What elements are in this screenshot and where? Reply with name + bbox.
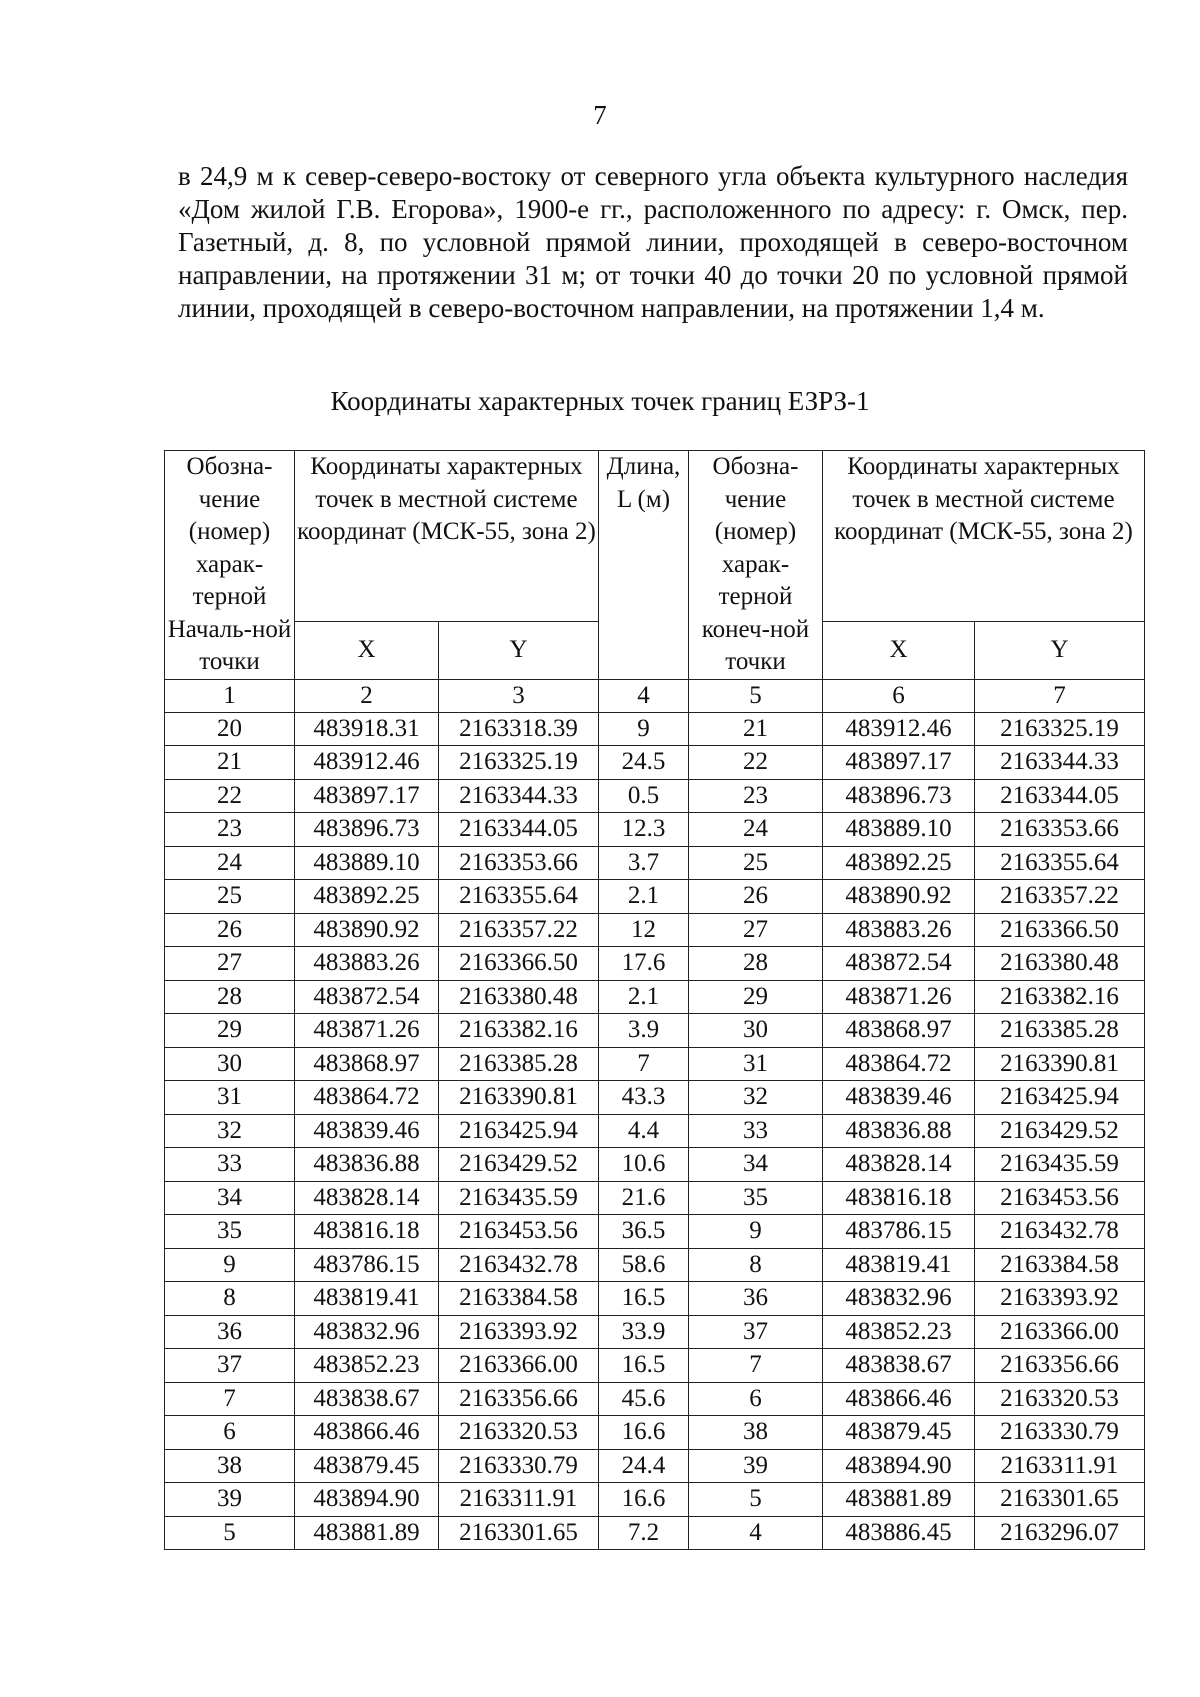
start-y-cell: 2163325.19: [439, 746, 599, 780]
start-point-cell: 35: [165, 1215, 295, 1249]
end-y-cell: 2163435.59: [975, 1148, 1145, 1182]
end-x-cell: 483836.88: [823, 1114, 975, 1148]
end-point-cell: 27: [689, 913, 823, 947]
table-row: [165, 1315, 1145, 1349]
start-y-cell: 2163432.78: [439, 1248, 599, 1282]
end-point-cell: 29: [689, 980, 823, 1014]
end-x-cell: 483889.10: [823, 813, 975, 847]
start-point-cell: 22: [165, 779, 295, 813]
end-y-cell: 2163357.22: [975, 880, 1145, 914]
end-x-cell: 483897.17: [823, 746, 975, 780]
coordinates-table: [164, 450, 1145, 1550]
start-y-cell: 2163393.92: [439, 1315, 599, 1349]
start-point-cell: 39: [165, 1483, 295, 1517]
end-x-cell: 483868.97: [823, 1014, 975, 1048]
table-row: [165, 1215, 1145, 1249]
table-row: [165, 1047, 1145, 1081]
start-x-cell: 483889.10: [295, 846, 439, 880]
start-x-cell: 483871.26: [295, 1014, 439, 1048]
start-y-cell: 2163425.94: [439, 1114, 599, 1148]
header-y-end: Y: [975, 621, 1145, 679]
start-point-cell: 30: [165, 1047, 295, 1081]
table-row: [165, 712, 1145, 746]
column-number: 6: [823, 679, 975, 712]
table-body: [165, 712, 1145, 1550]
header-start-point: Обозна-чение (номер) харак-терной Началь-ной точки: [165, 451, 295, 680]
column-number: 5: [689, 679, 823, 712]
end-y-cell: 2163356.66: [975, 1349, 1145, 1383]
start-y-cell: 2163384.58: [439, 1282, 599, 1316]
end-x-cell: 483819.41: [823, 1248, 975, 1282]
length-cell: 0.5: [599, 779, 689, 813]
end-y-cell: 2163301.65: [975, 1483, 1145, 1517]
end-y-cell: 2163390.81: [975, 1047, 1145, 1081]
start-point-cell: 20: [165, 712, 295, 746]
length-cell: 16.5: [599, 1349, 689, 1383]
start-x-cell: 483838.67: [295, 1382, 439, 1416]
end-point-cell: 23: [689, 779, 823, 813]
length-cell: 21.6: [599, 1181, 689, 1215]
table-row: [165, 1282, 1145, 1316]
length-cell: 10.6: [599, 1148, 689, 1182]
start-y-cell: 2163453.56: [439, 1215, 599, 1249]
end-point-cell: 30: [689, 1014, 823, 1048]
length-cell: 24.4: [599, 1449, 689, 1483]
end-y-cell: 2163366.00: [975, 1315, 1145, 1349]
start-point-cell: 5: [165, 1516, 295, 1550]
end-y-cell: 2163425.94: [975, 1081, 1145, 1115]
start-x-cell: 483864.72: [295, 1081, 439, 1115]
end-point-cell: 35: [689, 1181, 823, 1215]
length-cell: 24.5: [599, 746, 689, 780]
end-point-cell: 24: [689, 813, 823, 847]
table-row: [165, 846, 1145, 880]
header-x-start: X: [295, 621, 439, 679]
length-cell: 2.1: [599, 980, 689, 1014]
table-row: [165, 1014, 1145, 1048]
header-x-end: X: [823, 621, 975, 679]
end-y-cell: 2163384.58: [975, 1248, 1145, 1282]
start-y-cell: 2163344.05: [439, 813, 599, 847]
table-row: [165, 1483, 1145, 1517]
end-y-cell: 2163429.52: [975, 1114, 1145, 1148]
end-y-cell: 2163432.78: [975, 1215, 1145, 1249]
start-x-cell: 483883.26: [295, 947, 439, 981]
start-point-cell: 25: [165, 880, 295, 914]
length-cell: 58.6: [599, 1248, 689, 1282]
start-point-cell: 33: [165, 1148, 295, 1182]
start-point-cell: 31: [165, 1081, 295, 1115]
column-number: 2: [295, 679, 439, 712]
table-row: [165, 1516, 1145, 1550]
end-y-cell: 2163385.28: [975, 1014, 1145, 1048]
start-y-cell: 2163318.39: [439, 712, 599, 746]
end-x-cell: 483881.89: [823, 1483, 975, 1517]
length-cell: 16.6: [599, 1483, 689, 1517]
header-coords-start: Координаты характерных точек в местной системе координат (МСК-55, зона 2): [295, 451, 599, 622]
end-x-cell: 483866.46: [823, 1382, 975, 1416]
start-point-cell: 7: [165, 1382, 295, 1416]
column-number: 1: [165, 679, 295, 712]
header-length: Длина, L (м): [599, 451, 689, 680]
end-point-cell: 36: [689, 1282, 823, 1316]
start-x-cell: 483786.15: [295, 1248, 439, 1282]
end-point-cell: 31: [689, 1047, 823, 1081]
start-point-cell: 38: [165, 1449, 295, 1483]
end-x-cell: 483872.54: [823, 947, 975, 981]
end-x-cell: 483894.90: [823, 1449, 975, 1483]
end-x-cell: 483883.26: [823, 913, 975, 947]
table-row: [165, 1181, 1145, 1215]
start-point-cell: 34: [165, 1181, 295, 1215]
table-row: [165, 947, 1145, 981]
end-point-cell: 28: [689, 947, 823, 981]
end-x-cell: 483892.25: [823, 846, 975, 880]
start-x-cell: 483866.46: [295, 1416, 439, 1450]
length-cell: 43.3: [599, 1081, 689, 1115]
start-point-cell: 37: [165, 1349, 295, 1383]
end-point-cell: 21: [689, 712, 823, 746]
start-y-cell: 2163390.81: [439, 1081, 599, 1115]
end-x-cell: 483871.26: [823, 980, 975, 1014]
length-cell: 12.3: [599, 813, 689, 847]
end-y-cell: 2163325.19: [975, 712, 1145, 746]
length-cell: 9: [599, 712, 689, 746]
start-y-cell: 2163429.52: [439, 1148, 599, 1182]
length-cell: 16.6: [599, 1416, 689, 1450]
end-x-cell: 483912.46: [823, 712, 975, 746]
start-x-cell: 483890.92: [295, 913, 439, 947]
start-point-cell: 32: [165, 1114, 295, 1148]
column-number-row: [165, 679, 1145, 712]
end-point-cell: 33: [689, 1114, 823, 1148]
start-x-cell: 483872.54: [295, 980, 439, 1014]
end-point-cell: 5: [689, 1483, 823, 1517]
start-point-cell: 9: [165, 1248, 295, 1282]
end-point-cell: 7: [689, 1349, 823, 1383]
table-row: [165, 980, 1145, 1014]
end-point-cell: 37: [689, 1315, 823, 1349]
end-x-cell: 483838.67: [823, 1349, 975, 1383]
table-row: [165, 913, 1145, 947]
table-row: [165, 746, 1145, 780]
length-cell: 12: [599, 913, 689, 947]
start-x-cell: 483892.25: [295, 880, 439, 914]
end-y-cell: 2163380.48: [975, 947, 1145, 981]
start-x-cell: 483839.46: [295, 1114, 439, 1148]
end-y-cell: 2163344.05: [975, 779, 1145, 813]
start-y-cell: 2163357.22: [439, 913, 599, 947]
end-x-cell: 483896.73: [823, 779, 975, 813]
column-number: 4: [599, 679, 689, 712]
start-y-cell: 2163355.64: [439, 880, 599, 914]
end-x-cell: 483828.14: [823, 1148, 975, 1182]
start-x-cell: 483819.41: [295, 1282, 439, 1316]
length-cell: 2.1: [599, 880, 689, 914]
end-y-cell: 2163320.53: [975, 1382, 1145, 1416]
end-point-cell: 38: [689, 1416, 823, 1450]
start-point-cell: 23: [165, 813, 295, 847]
table-row: [165, 1449, 1145, 1483]
end-point-cell: 9: [689, 1215, 823, 1249]
start-x-cell: 483879.45: [295, 1449, 439, 1483]
table-row: [165, 1114, 1145, 1148]
end-point-cell: 34: [689, 1148, 823, 1182]
table-row: [165, 1349, 1145, 1383]
end-x-cell: 483816.18: [823, 1181, 975, 1215]
start-x-cell: 483894.90: [295, 1483, 439, 1517]
start-y-cell: 2163353.66: [439, 846, 599, 880]
table-caption: Координаты характерных точек границ ЕЗРЗ-1: [330, 386, 870, 416]
table-row: [165, 779, 1145, 813]
end-y-cell: 2163355.64: [975, 846, 1145, 880]
end-y-cell: 2163366.50: [975, 913, 1145, 947]
start-point-cell: 6: [165, 1416, 295, 1450]
table-row: [165, 1148, 1145, 1182]
length-cell: 33.9: [599, 1315, 689, 1349]
start-x-cell: 483832.96: [295, 1315, 439, 1349]
start-y-cell: 2163344.33: [439, 779, 599, 813]
end-y-cell: 2163344.33: [975, 746, 1145, 780]
start-x-cell: 483897.17: [295, 779, 439, 813]
column-number: 7: [975, 679, 1145, 712]
length-cell: 7: [599, 1047, 689, 1081]
start-point-cell: 24: [165, 846, 295, 880]
table-row: [165, 1416, 1145, 1450]
end-x-cell: 483852.23: [823, 1315, 975, 1349]
end-x-cell: 483886.45: [823, 1516, 975, 1550]
header-y-start: Y: [439, 621, 599, 679]
end-x-cell: 483786.15: [823, 1215, 975, 1249]
header-end-point: Обозна-чение (номер) харак-терной конеч-ной точки: [689, 451, 823, 680]
end-y-cell: 2163311.91: [975, 1449, 1145, 1483]
end-y-cell: 2163393.92: [975, 1282, 1145, 1316]
length-cell: 36.5: [599, 1215, 689, 1249]
length-cell: 45.6: [599, 1382, 689, 1416]
start-y-cell: 2163382.16: [439, 1014, 599, 1048]
start-x-cell: 483896.73: [295, 813, 439, 847]
start-point-cell: 8: [165, 1282, 295, 1316]
end-x-cell: 483879.45: [823, 1416, 975, 1450]
end-x-cell: 483864.72: [823, 1047, 975, 1081]
end-y-cell: 2163453.56: [975, 1181, 1145, 1215]
table-row: [165, 1248, 1145, 1282]
start-y-cell: 2163380.48: [439, 980, 599, 1014]
start-y-cell: 2163366.00: [439, 1349, 599, 1383]
end-point-cell: 8: [689, 1248, 823, 1282]
end-x-cell: 483890.92: [823, 880, 975, 914]
start-x-cell: 483828.14: [295, 1181, 439, 1215]
start-y-cell: 2163366.50: [439, 947, 599, 981]
start-x-cell: 483836.88: [295, 1148, 439, 1182]
end-y-cell: 2163296.07: [975, 1516, 1145, 1550]
start-x-cell: 483868.97: [295, 1047, 439, 1081]
table-row: [165, 1081, 1145, 1115]
end-x-cell: 483839.46: [823, 1081, 975, 1115]
start-y-cell: 2163301.65: [439, 1516, 599, 1550]
length-cell: 16.5: [599, 1282, 689, 1316]
start-point-cell: 36: [165, 1315, 295, 1349]
end-point-cell: 4: [689, 1516, 823, 1550]
start-point-cell: 29: [165, 1014, 295, 1048]
length-cell: 7.2: [599, 1516, 689, 1550]
table-row: [165, 813, 1145, 847]
start-y-cell: 2163320.53: [439, 1416, 599, 1450]
length-cell: 3.7: [599, 846, 689, 880]
end-y-cell: 2163382.16: [975, 980, 1145, 1014]
end-y-cell: 2163330.79: [975, 1416, 1145, 1450]
end-point-cell: 39: [689, 1449, 823, 1483]
start-point-cell: 27: [165, 947, 295, 981]
column-number: 3: [439, 679, 599, 712]
start-point-cell: 26: [165, 913, 295, 947]
end-x-cell: 483832.96: [823, 1282, 975, 1316]
end-point-cell: 22: [689, 746, 823, 780]
start-y-cell: 2163311.91: [439, 1483, 599, 1517]
header-coords-end: Координаты характерных точек в местной системе координат (МСК-55, зона 2): [823, 451, 1145, 622]
intro-paragraph: в 24,9 м к север-северо-востоку от северного угла объекта культурного наследия «Дом жилой Г.В. Егорова», 1900-е гг., расположенного по адресу: г. Омск, пер. Газетный, д. 8, по условной прямой линии, проходящей в северо-восточном направлении, на протяжении 31 м; от точки 40 до точки 20 по условной прямой линии, проходящей в северо-восточном направлении, на протяжении 1,4 м.: [178, 161, 1128, 323]
start-y-cell: 2163435.59: [439, 1181, 599, 1215]
start-x-cell: 483852.23: [295, 1349, 439, 1383]
start-x-cell: 483912.46: [295, 746, 439, 780]
start-y-cell: 2163330.79: [439, 1449, 599, 1483]
start-x-cell: 483918.31: [295, 712, 439, 746]
table-row: [165, 880, 1145, 914]
end-point-cell: 32: [689, 1081, 823, 1115]
start-x-cell: 483816.18: [295, 1215, 439, 1249]
end-point-cell: 26: [689, 880, 823, 914]
length-cell: 3.9: [599, 1014, 689, 1048]
end-y-cell: 2163353.66: [975, 813, 1145, 847]
length-cell: 4.4: [599, 1114, 689, 1148]
start-y-cell: 2163385.28: [439, 1047, 599, 1081]
end-point-cell: 25: [689, 846, 823, 880]
start-y-cell: 2163356.66: [439, 1382, 599, 1416]
start-x-cell: 483881.89: [295, 1516, 439, 1550]
table-row: [165, 1382, 1145, 1416]
start-point-cell: 21: [165, 746, 295, 780]
length-cell: 17.6: [599, 947, 689, 981]
end-point-cell: 6: [689, 1382, 823, 1416]
start-point-cell: 28: [165, 980, 295, 1014]
page-number: 7: [593, 100, 607, 130]
